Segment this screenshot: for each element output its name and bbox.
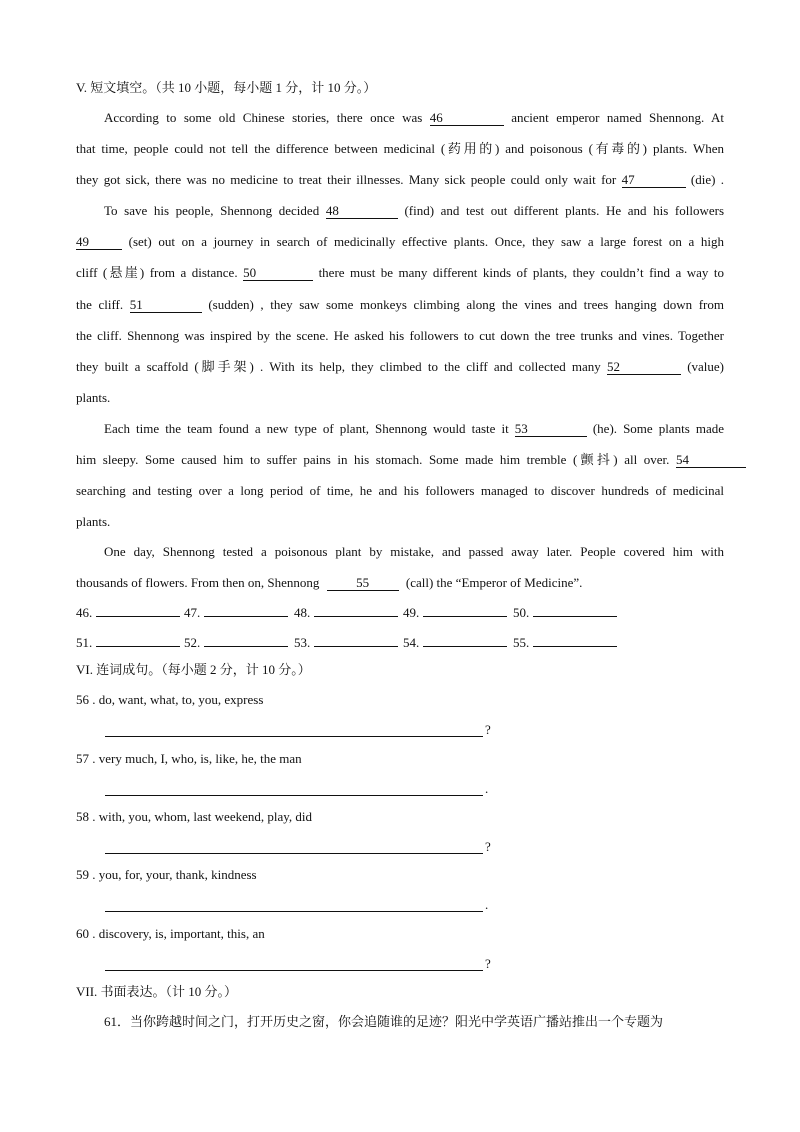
section-6-heading: VI. 连词成句。（每小题 2 分，计 10 分。） <box>76 662 311 677</box>
question-58-prompt: 58 . with, you, whom, last weekend, play, did <box>76 809 313 824</box>
blank-54[interactable]: 54 <box>676 453 746 468</box>
question-56-prompt: 56 . do, want, what, to, you, express <box>76 692 264 707</box>
blank-50[interactable]: 50 <box>243 266 313 281</box>
blank-51[interactable]: 51 <box>130 298 202 313</box>
answer-46[interactable]: 46. <box>76 604 180 621</box>
passage-line-11: Each time the team found a new type of plant, Shennong would taste it 53 (he). Some plants made <box>104 421 725 436</box>
answer-52[interactable]: 52. <box>184 634 288 651</box>
section-5-heading: V. 短文填空。（共 10 小题，每小题 1 分，计 10 分。） <box>76 80 377 95</box>
section-7-heading: VII. 书面表达。（计 10 分。） <box>76 984 238 999</box>
answer-47[interactable]: 47. <box>184 604 288 621</box>
answer-54[interactable]: 54. <box>403 634 507 651</box>
answer-51[interactable]: 51. <box>76 634 180 651</box>
blank-53[interactable]: 53 <box>515 422 587 437</box>
blank-48[interactable]: 48 <box>326 204 398 219</box>
passage-line-14: plants. <box>76 514 111 529</box>
answer-58-end: ? <box>485 839 491 854</box>
passage-line-13: searching and testing over a long period of time, he and his followers managed to discover hundreds of medicinal <box>76 483 724 498</box>
question-57-prompt: 57 . very much, I, who, is, like, he, the man <box>76 751 302 766</box>
passage-line-16: thousands of flowers. From then on, Shennong 55 (call) the “Emperor of Medicine”. <box>76 575 583 590</box>
answer-48[interactable]: 48. <box>294 604 398 621</box>
question-59-prompt: 59 . you, for, your, thank, kindness <box>76 867 257 882</box>
answer-line-57[interactable] <box>105 795 483 796</box>
question-60-prompt: 60 . discovery, is, important, this, an <box>76 926 265 941</box>
passage-line-4: To save his people, Shennong decided 48 (find) and test out different plants. He and his followers <box>104 203 725 218</box>
answer-line-56[interactable] <box>105 736 483 737</box>
answer-56-end: ? <box>485 722 491 737</box>
passage-line-8: the cliff. Shennong was inspired by the scene. He asked his followers to cut down the tree trunks and vines. Together <box>76 328 724 343</box>
passage-line-1: According to some old Chinese stories, there once was 46 ancient emperor named Shennong. At <box>104 110 724 125</box>
answer-50[interactable]: 50. <box>513 604 617 621</box>
passage-line-2: that time, people could not tell the difference between medicinal (药用的) and poisonous (有毒的) plants. When <box>76 141 724 156</box>
answer-53[interactable]: 53. <box>294 634 398 651</box>
passage-line-5: 49 (set) out on a journey in search of medicinally effective plants. Once, they saw a large forest on a high <box>76 234 724 249</box>
answer-59-end: . <box>485 897 489 912</box>
question-61-text: 61．当你跨越时间之门，打开历史之窗，你会追随谁的足迹？阳光中学英语广播站推出一个专题为 <box>104 1014 664 1029</box>
passage-line-6: cliff (悬崖) from a distance. 50 there must be many different kinds of plants, they couldn’t find a way to <box>76 265 725 280</box>
blank-46[interactable]: 46 <box>430 111 504 126</box>
answer-line-58[interactable] <box>105 853 483 854</box>
passage-line-7: the cliff. 51 (sudden) , they saw some monkeys climbing along the vines and trees hanging down from <box>76 297 725 312</box>
blank-49[interactable]: 49 <box>76 235 122 250</box>
passage-line-15: One day, Shennong tested a poisonous plant by mistake, and passed away later. People covered him with <box>104 544 724 559</box>
passage-line-3: they got sick, there was no medicine to treat their illnesses. Many sick people could only wait for 47 (die) . <box>76 172 724 187</box>
blank-52[interactable]: 52 <box>607 360 681 375</box>
answer-55[interactable]: 55. <box>513 634 617 651</box>
answer-60-end: ? <box>485 956 491 971</box>
passage-line-9: they built a scaffold (脚手架) . With its help, they climbed to the cliff and collected many 52 (value) <box>76 359 725 374</box>
answer-line-59[interactable] <box>105 911 483 912</box>
answer-49[interactable]: 49. <box>403 604 507 621</box>
answer-57-end: . <box>485 781 489 796</box>
answer-line-60[interactable] <box>105 970 483 971</box>
blank-47[interactable]: 47 <box>622 173 686 188</box>
blank-55[interactable]: 55 <box>327 576 399 591</box>
passage-line-12: him sleepy. Some caused him to suffer pains in his stomach. Some made him tremble (颤抖) all over. 54 <box>76 452 746 468</box>
passage-line-10: plants. <box>76 390 111 405</box>
